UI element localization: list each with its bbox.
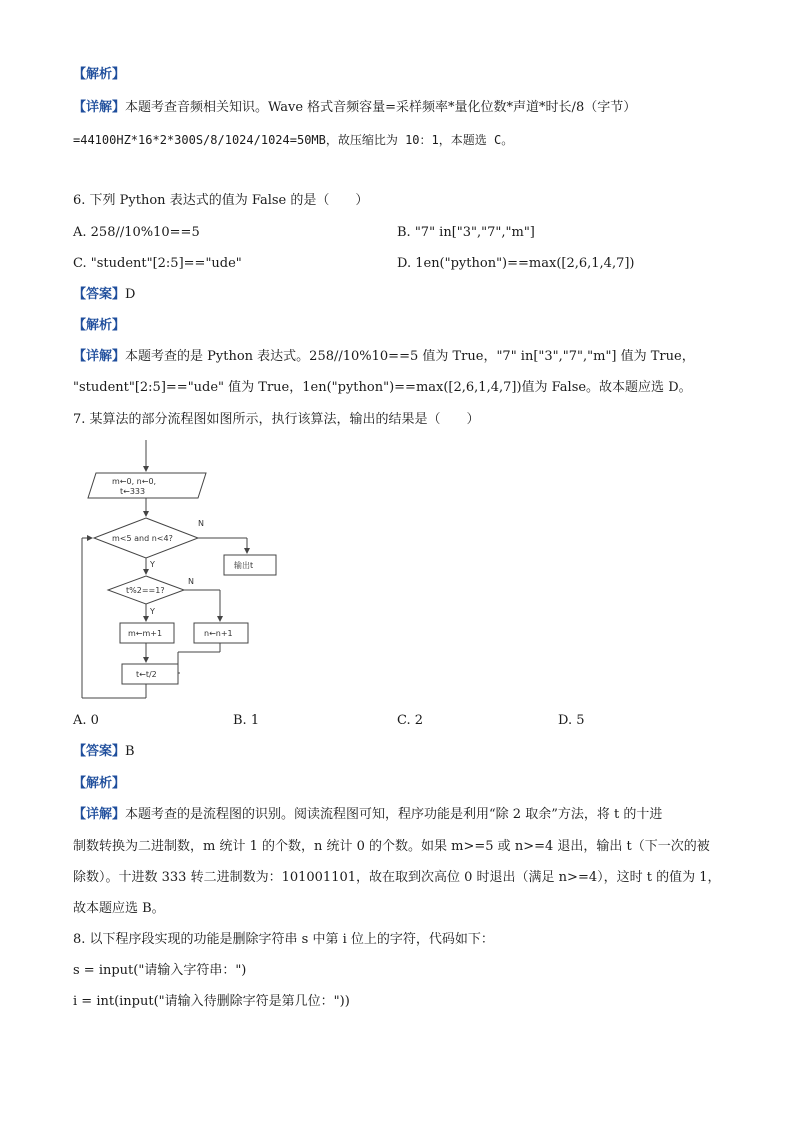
q7-detail-cont2: 除数）。十进数 333 转二进制数为：101001101，故在取到次高位 0 时退出（满足 n>=4），这时 t 的值为 1， bbox=[73, 870, 721, 885]
detail-label: 【详解】 bbox=[73, 100, 126, 115]
detail-text: 本题考查音频相关知识。Wave 格式音频容量=采样频率*量化位数*声道*时长/8（字节） bbox=[125, 100, 637, 115]
question-8-stem: 8. 以下程序段实现的功能是删除字符串 s 中第 i 位上的字符，代码如下： bbox=[73, 932, 494, 947]
q7-answer bbox=[73, 743, 135, 761]
q6-option-a: A. 258//10%10==5 bbox=[73, 225, 200, 240]
q6-detail-cont: "student"[2:5]=="ude" 值为 True，1en("python")==max([2,6,1,4,7])值为 False。故本题应选 D。 bbox=[73, 380, 692, 395]
q7-detail bbox=[73, 806, 662, 824]
detail-paragraph bbox=[73, 99, 636, 117]
q7-option-b: B. 1 bbox=[233, 713, 260, 728]
decision1-text: m<5 and n<4? bbox=[112, 534, 173, 543]
q8-code-line1: s = input("请输入字符串：") bbox=[73, 963, 247, 978]
q7-detail-cont1: 制数转换为二进制数，m 统计 1 的个数，n 统计 0 的个数。如果 m>=5 或 n>=4 退出，输出 t（下一次的被 bbox=[73, 839, 710, 854]
answer-value: D bbox=[125, 287, 136, 302]
assign-n-text: n←n+1 bbox=[204, 629, 233, 638]
q7-detail-cont3: 故本题应选 B。 bbox=[73, 901, 165, 916]
decision2-text: t%2==1? bbox=[126, 586, 165, 595]
init-text-line1: m←0, n←0, bbox=[112, 477, 157, 486]
question-7-stem: 7. 某算法的部分流程图如图所示，执行该算法，输出的结果是（ ） bbox=[73, 412, 480, 427]
decision1-n-label: N bbox=[198, 519, 204, 528]
detail-label: 【详解】 bbox=[73, 807, 126, 822]
question-6-stem: 6. 下列 Python 表达式的值为 False 的是（ ） bbox=[73, 193, 369, 208]
decision2-n-label: N bbox=[188, 577, 194, 586]
detail-text: 本题考查的是流程图的识别。阅读流程图可知，程序功能是利用“除 2 取余”方法，将 t 的十进 bbox=[125, 807, 663, 822]
q8-code-line2: i = int(input("请输入待删除字符是第几位：")) bbox=[73, 994, 350, 1009]
output-text: 输出t bbox=[234, 561, 254, 570]
init-text-line2: t←333 bbox=[120, 487, 146, 496]
q7-option-d: D. 5 bbox=[558, 713, 585, 728]
assign-t-text: t←t/2 bbox=[136, 670, 157, 679]
q6-option-d: D. 1en("python")==max([2,6,1,4,7]) bbox=[397, 256, 635, 271]
q6-option-c: C. "student"[2:5]=="ude" bbox=[73, 256, 242, 271]
q6-answer bbox=[73, 286, 135, 304]
detail-text-cont: =44100HZ*16*2*300S/8/1024/1024=50MB，故压缩比为 10：1，本题选 C。 bbox=[73, 133, 514, 147]
answer-label: 【答案】 bbox=[73, 287, 126, 302]
q7-option-c: C. 2 bbox=[397, 713, 424, 728]
decision1-y-label: Y bbox=[150, 560, 155, 569]
decision2-y-label: Y bbox=[150, 607, 155, 616]
q7-option-a: A. 0 bbox=[73, 713, 99, 728]
analysis-label: 【解析】 bbox=[73, 67, 126, 82]
q6-detail bbox=[73, 348, 695, 366]
flowchart-diagram bbox=[70, 440, 290, 702]
answer-value: B bbox=[125, 744, 135, 759]
assign-m-text: m←m+1 bbox=[128, 629, 163, 638]
q7-analysis-label: 【解析】 bbox=[73, 776, 126, 791]
q6-analysis-label: 【解析】 bbox=[73, 318, 126, 333]
detail-text: 本题考查的是 Python 表达式。258//10%10==5 值为 True，"7" in["3","7","m"] 值为 True， bbox=[125, 349, 695, 364]
answer-label: 【答案】 bbox=[73, 744, 126, 759]
detail-label: 【详解】 bbox=[73, 349, 126, 364]
q6-option-b: B. "7" in["3","7","m"] bbox=[397, 225, 535, 240]
